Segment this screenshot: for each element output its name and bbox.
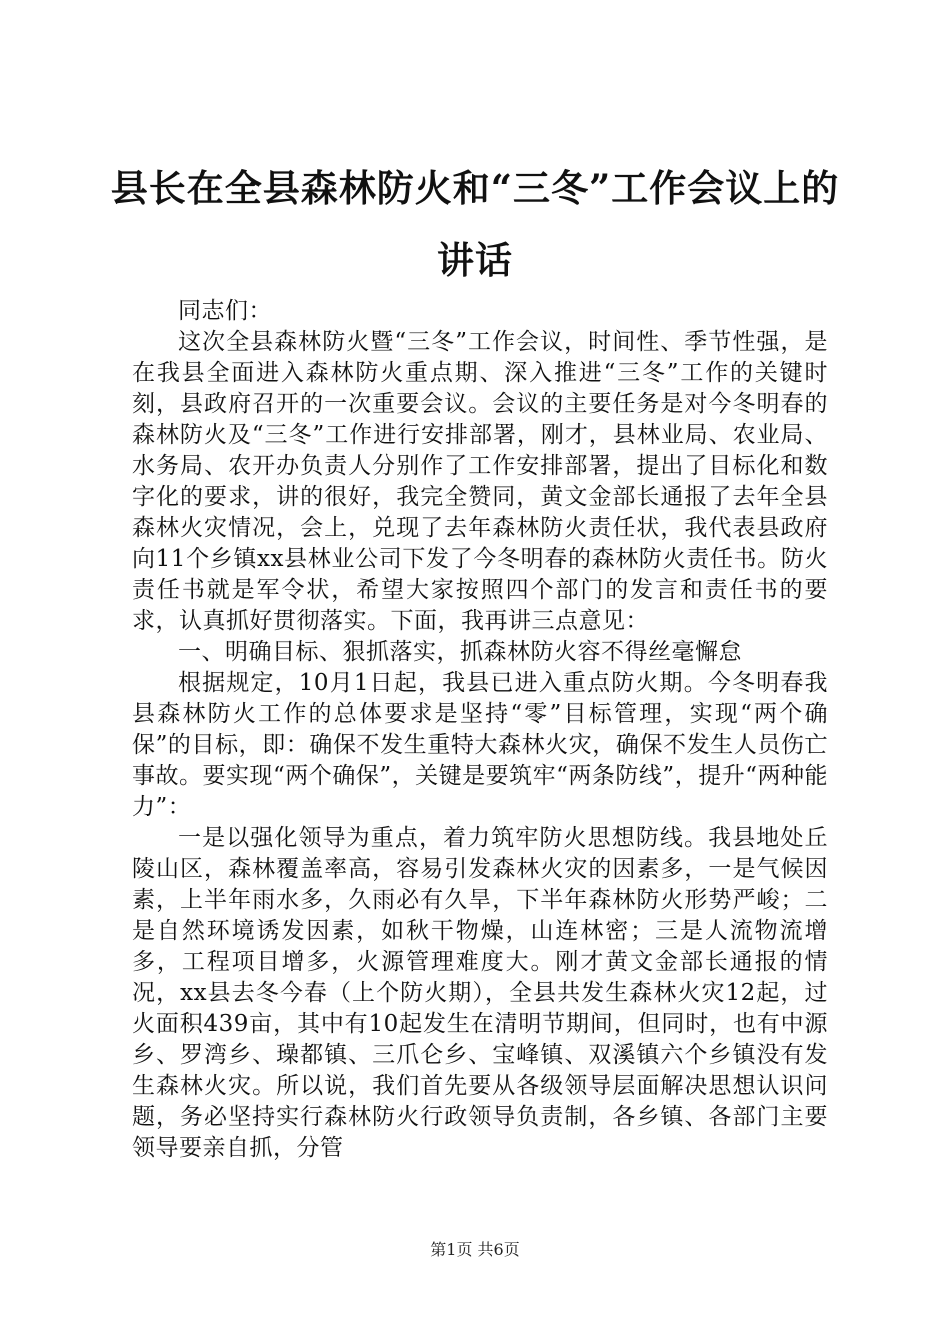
salutation: 同志们：	[178, 298, 272, 324]
paragraph-point-1: 一是以强化领导为重点，着力筑牢防火思想防线。我县地处丘陵山区，森林覆盖率高，容易引发森林火灾的因素多，一是气候因素，上半年雨水多，久雨必有久旱，下半年森林防火形势严峻；二是自然环境诱发因素，如秋干物燥，山连林密；三是人流物流增多，工程项目增多，火源管理难度大。刚才黄文金部长通报的情况，xx县去冬今春（上个防火期），全县共发生森林火灾12起，过火面积439亩，其中有10起发生在清明节期间，但同时，也有中源乡、罗湾乡、璪都镇、三爪仑乡、宝峰镇、双溪镇六个乡镇没有发生森林火灾。所以说，我们首先要从各级领导层面解决思想认识问题，务必坚持实行森林防火行政领导负责制，各乡镇、各部门主要领导要亲自抓，分管	[132, 825, 828, 1161]
page-footer: 第1页 共6页	[430, 1240, 520, 1259]
document-title: 县长在全县森林防火和“三冬”工作会议上的讲话	[110, 166, 840, 282]
paragraph-intro: 这次全县森林防火暨“三冬”工作会议，时间性、季节性强，是在我县全面进入森林防火重点期、深入推进“三冬”工作的关键时刻，县政府召开的一次重要会议。会议的主要任务是对今冬明春的森林防火及“三冬”工作进行安排部署，刚才，县林业局、农业局、水务局、农开办负责人分别作了工作安排部署，提出了目标化和数字化的要求，讲的很好，我完全赞同，黄文金部长通报了去年全县森林火灾情况，会上，兑现了去年森林防火责任状，我代表县政府向11个乡镇xx县林业公司下发了今冬明春的森林防火责任书。防火责任书就是军令状，希望大家按照四个部门的发言和责任书的要求，认真抓好贯彻落实。下面，我再讲三点意见：	[132, 329, 828, 634]
paragraph-targets: 根据规定，10月1日起，我县已进入重点防火期。今冬明春我县森林防火工作的总体要求是坚持“零”目标管理，实现“两个确保”的目标，即：确保不发生重特大森林火灾，确保不发生人员伤亡事故。要实现“两个确保”，关键是要筑牢“两条防线”，提升“两种能力”：	[132, 670, 828, 820]
section-heading-1: 一、明确目标、狠抓落实，抓森林防火容不得丝毫懈怠	[178, 639, 742, 665]
document-body	[132, 296, 828, 1164]
